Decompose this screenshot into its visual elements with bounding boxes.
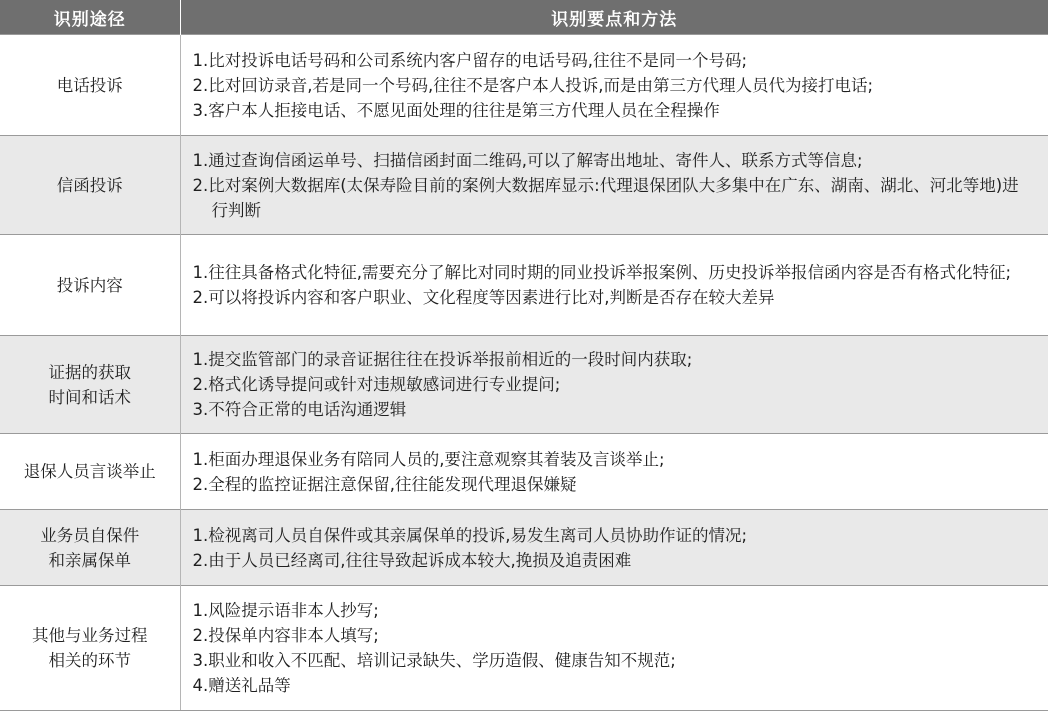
route-cell: 业务员自保件 和亲属保单 (0, 510, 180, 586)
points-cell (180, 510, 1048, 586)
point-item: 1.柜面办理退保业务有陪同人员的,要注意观察其着装及言谈举止; (192, 449, 665, 469)
point-item: 1.风险提示语非本人抄写; (192, 601, 379, 620)
point-item: 1.提交监管部门的录音证据往往在投诉举报前相近的一段时间内获取; (192, 350, 693, 369)
route-cell: 其他与业务过程 相关的环节 (0, 586, 180, 711)
table-row (0, 235, 1048, 336)
point-item: 3.客户本人拒接电话、不愿见面处理的往往是第三方代理人员在全程操作 (192, 100, 720, 120)
point-item: 2.全程的监控证据注意保留,往往能发现代理退保嫌疑 (192, 474, 577, 494)
header-points: 识别要点和方法 (180, 0, 1048, 35)
table-row (0, 434, 1048, 510)
point-item: 1.检视离司人员自保件或其亲属保单的投诉,易发生离司人员协助作证的情况; (192, 525, 748, 545)
point-item: 3.不符合正常的电话沟通逻辑 (192, 400, 407, 419)
table-row (0, 35, 1048, 136)
points-cell (180, 434, 1048, 510)
point-item: 4.赠送礼品等 (192, 676, 291, 695)
point-item: 2.格式化诱导提问或针对违规敏感词进行专业提问; (192, 375, 561, 394)
point-item: 2.由于人员已经离司,往往导致起诉成本较大,挽损及追责困难 (192, 550, 632, 570)
points-cell (180, 336, 1048, 434)
table-row (0, 336, 1048, 434)
route-cell: 投诉内容 (0, 235, 180, 336)
header-route: 识别途径 (0, 0, 180, 35)
points-cell (180, 35, 1048, 136)
point-item: 1.通过查询信函运单号、扫描信函封面二维码,可以了解寄出地址、寄件人、联系方式等信息; (192, 150, 863, 170)
table-row (0, 136, 1048, 235)
points-cell (180, 586, 1048, 711)
points-cell (180, 136, 1048, 235)
point-item: 2.投保单内容非本人填写; (192, 626, 379, 645)
route-cell: 信函投诉 (0, 136, 180, 235)
table-row (0, 510, 1048, 586)
point-item: 1.比对投诉电话号码和公司系统内客户留存的电话号码,往往不是同一个号码; (192, 50, 748, 70)
point-item: 1.往往具备格式化特征,需要充分了解比对同时期的同业投诉举报案例、历史投诉举报信函内容是否有格式化特征; (192, 263, 1012, 282)
point-item: 2.比对案例大数据库(太保寿险目前的案例大数据库显示:代理退保团队大多集中在广东、湖南、湖北、河北等地)进行判断 (192, 175, 1019, 220)
points-cell (180, 235, 1048, 336)
route-cell: 证据的获取 时间和话术 (0, 336, 180, 434)
table-row (0, 586, 1048, 711)
header-row (0, 0, 1048, 35)
route-cell: 电话投诉 (0, 35, 180, 136)
point-item: 2.比对回访录音,若是同一个号码,往往不是客户本人投诉,而是由第三方代理人员代为接打电话; (192, 75, 874, 95)
point-item: 3.职业和收入不匹配、培训记录缺失、学历造假、健康告知不规范; (192, 651, 676, 670)
point-item: 2.可以将投诉内容和客户职业、文化程度等因素进行比对,判断是否存在较大差异 (192, 288, 775, 307)
route-cell: 退保人员言谈举止 (0, 434, 180, 510)
